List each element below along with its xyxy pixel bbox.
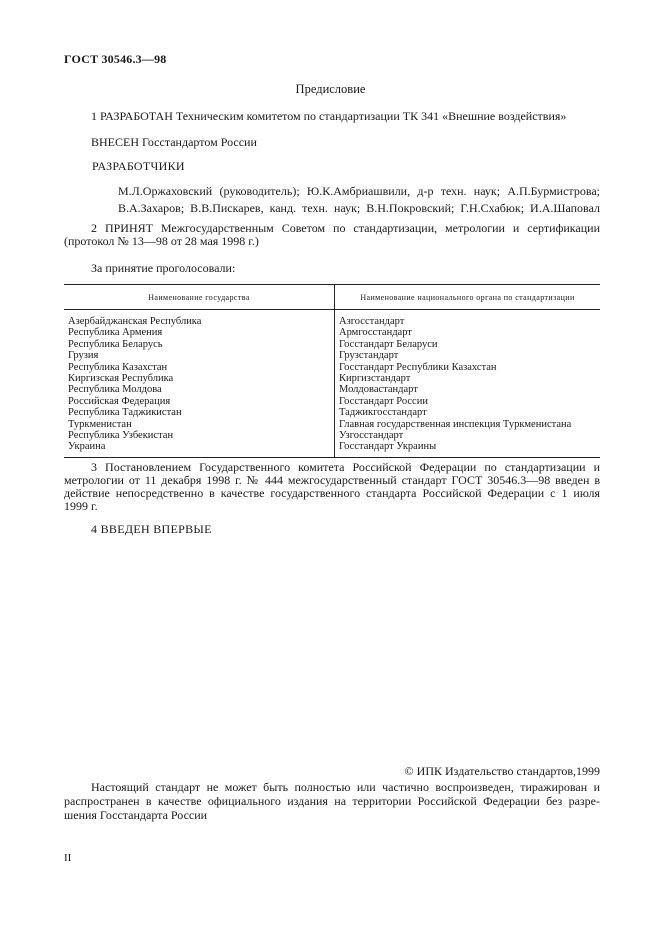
developers-line-1: М.Л.Оржаховский (руководитель); Ю.К.Амбриашвили, д-р техн. наук; А.П.Бурмистрова; bbox=[118, 184, 600, 198]
body-cell: Киргизстандарт bbox=[339, 373, 411, 385]
item-3-line-1: 3 Постановлением Государственного комитета Российской Федерации по стандартизации и bbox=[91, 460, 600, 474]
item-2-line-1: 2 ПРИНЯТ Межгосударственным Советом по стандартизации, метрологии и сертификации bbox=[91, 221, 600, 235]
document-code: ГОСТ 30546.3—98 bbox=[64, 52, 167, 66]
column-header-state: Наименование государства bbox=[64, 285, 335, 310]
body-cell: Молдовастандарт bbox=[339, 384, 418, 396]
page-number: II bbox=[64, 852, 72, 864]
state-cell: Туркменистан bbox=[68, 418, 132, 430]
item-4: 4 ВВЕДЕН ВПЕРВЫЕ bbox=[91, 522, 212, 536]
body-cell: Армгосстандарт bbox=[339, 327, 412, 339]
body-cell: Госстандарт России bbox=[339, 395, 428, 407]
state-cell: Республика Узбекистан bbox=[68, 430, 174, 442]
developers-line-2: В.А.Захаров; В.В.Пискарев, канд. техн. наук; В.Н.Покровский; Г.Н.Схабюк; И.А.Шаповал bbox=[118, 201, 600, 215]
bodies-column bbox=[335, 310, 601, 458]
state-cell: Республика Казахстан bbox=[68, 361, 168, 373]
item-3-line-3: действие непосредственно в качестве государственного стандарта Российской Федерации с 1 июля bbox=[64, 486, 600, 500]
table-header-row bbox=[64, 285, 600, 310]
state-cell: Республика Армения bbox=[68, 327, 163, 339]
body-cell: Главная государственная инспекция Туркменистана bbox=[339, 418, 572, 430]
item-1-introduced: ВНЕСЕН Госстандартом России bbox=[91, 135, 257, 149]
states-table bbox=[64, 284, 600, 458]
state-cell: Киргизская Республика bbox=[68, 373, 174, 385]
state-cell: Азербайджанская Республика bbox=[68, 316, 202, 327]
voted-label: За принятие проголосовали: bbox=[91, 261, 236, 275]
column-header-body: Наименование национального органа по стандартизации bbox=[335, 285, 601, 310]
item-3-line-2: метрологии от 11 декабря 1998 г. № 444 межгосударственный стандарт ГОСТ 30546.3—98 введен в bbox=[64, 473, 600, 487]
states-column bbox=[64, 310, 335, 458]
notice-line-2: распространен в качестве официального издания на территории Российской Федерации без разре- bbox=[64, 794, 600, 808]
state-cell: Российская Федерация bbox=[68, 395, 171, 407]
item-1-developed: 1 РАЗРАБОТАН Техническим комитетом по стандартизации ТК 341 «Внешние воздействия» bbox=[91, 109, 567, 123]
state-cell: Украина bbox=[68, 441, 106, 453]
state-cell: Грузия bbox=[68, 350, 99, 362]
body-cell: Госстандарт Республики Казахстан bbox=[339, 361, 497, 373]
body-cell: Узгосстандарт bbox=[339, 430, 404, 442]
notice-line-3: шения Госстандарта России bbox=[64, 808, 208, 822]
item-2-line-2: (протокол № 13—98 от 28 мая 1998 г.) bbox=[64, 234, 259, 248]
body-cell: Таджикгосстандарт bbox=[339, 407, 427, 419]
developers-heading: РАЗРАБОТЧИКИ bbox=[92, 159, 185, 173]
item-3-line-4: 1999 г. bbox=[64, 499, 98, 513]
body-cell: Госстандарт Украины bbox=[339, 441, 437, 453]
notice-line-1: Настоящий стандарт не может быть полностью или частично воспроизведен, тиражирован и bbox=[91, 780, 600, 794]
body-cell: Грузстандарт bbox=[339, 350, 399, 362]
state-cell: Республика Молдова bbox=[68, 384, 162, 396]
state-cell: Республика Беларусь bbox=[68, 338, 163, 350]
body-cell: Азгосстандарт bbox=[339, 316, 405, 327]
page-title: Предисловие bbox=[295, 82, 366, 96]
state-cell: Республика Таджикистан bbox=[68, 407, 182, 419]
table-body-row bbox=[64, 310, 600, 458]
copyright: © ИПК Издательство стандартов,1999 bbox=[404, 764, 600, 778]
body-cell: Госстандарт Беларуси bbox=[339, 338, 438, 350]
